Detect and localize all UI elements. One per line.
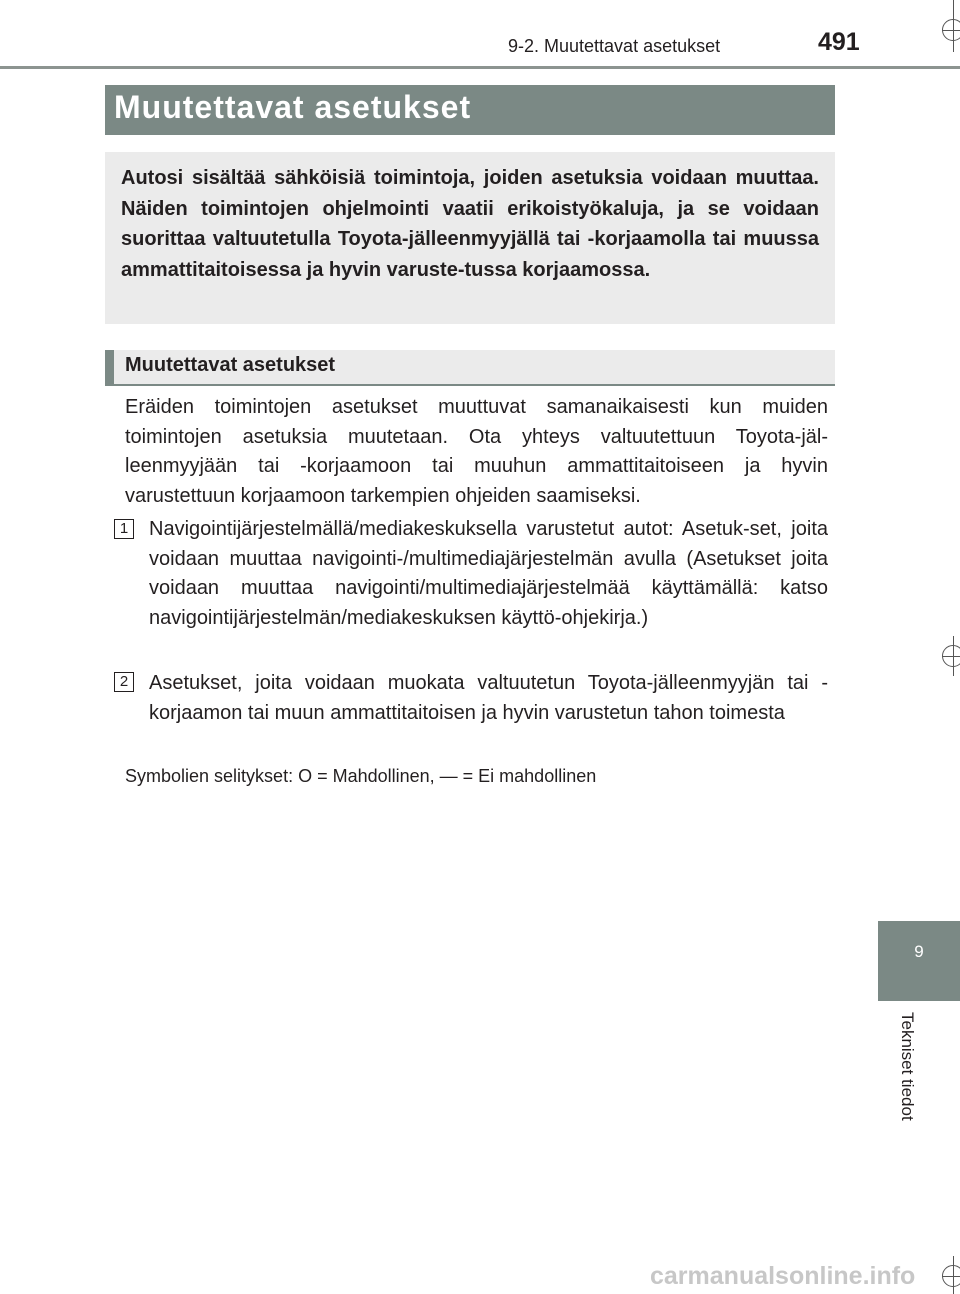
list-item-1: Navigointijärjestelmällä/mediakeskuksella varustetut autot: Asetuk-set, joita voidaan muuttaa navigointi-/multimediajärjestelmän avulla (Asetukset joita voidaan muuttaa navigointi/multimediajärjestelmää käyttämällä: katso navigointijärjestelmän/mediakeskuksen käyttö-ohjekirja.) xyxy=(149,518,828,629)
section-heading-bar xyxy=(105,350,114,386)
header-rule xyxy=(0,66,960,69)
intro-text: Autosi sisältää sähköisiä toimintoja, joiden asetuksia voidaan muuttaa. Näiden toimintojen ohjelmointi vaatii erikoistyökaluja, ja se voidaan suorittaa valtuutetulla Toyota-jälleenmyyjällä tai -korjaamolla tai muussa ammattitaitoisessa ja hyvin varuste-tussa korjaamossa. xyxy=(121,167,819,281)
body-paragraph: Eräiden toimintojen asetukset muuttuvat samanaikaisesti kun muiden toimintojen asetuksia muutetaan. Ota yhteys valtuutettuun Toyota-jäl-leenmyyjään tai -korjaamoon tai muuhun ammattitaitoiseen ja hyvin varustettuun korjaamoon tarkempien ohjeiden saamiseksi. xyxy=(125,396,828,507)
list-item-2: Asetukset, joita voidaan muokata valtuutetun Toyota-jälleenmyyjän tai -korjaamon tai muun ammattitaitoisen ja hyvin varustetun tahon toimesta xyxy=(149,672,828,724)
item-number-2: 2 xyxy=(114,672,134,692)
symbols-note: Symbolien selitykset: O = Mahdollinen, — = Ei mahdollinen xyxy=(125,766,597,786)
section-heading: Muutettavat asetukset xyxy=(125,354,336,376)
crop-mark-bottom-circle xyxy=(942,1265,960,1287)
chapter-number: 9 xyxy=(914,942,924,961)
chapter-label: Tekniset tiedot xyxy=(898,1012,917,1121)
page-number: 491 xyxy=(818,28,860,56)
item-number-1: 1 xyxy=(114,519,134,539)
page-title: Muutettavat asetukset xyxy=(114,89,472,125)
crop-mark-middle-circle xyxy=(942,645,960,667)
watermark: carmanualsonline.info xyxy=(650,1262,916,1290)
crop-mark-top-circle xyxy=(942,19,960,41)
running-head: 9-2. Muutettavat asetukset xyxy=(508,36,721,56)
